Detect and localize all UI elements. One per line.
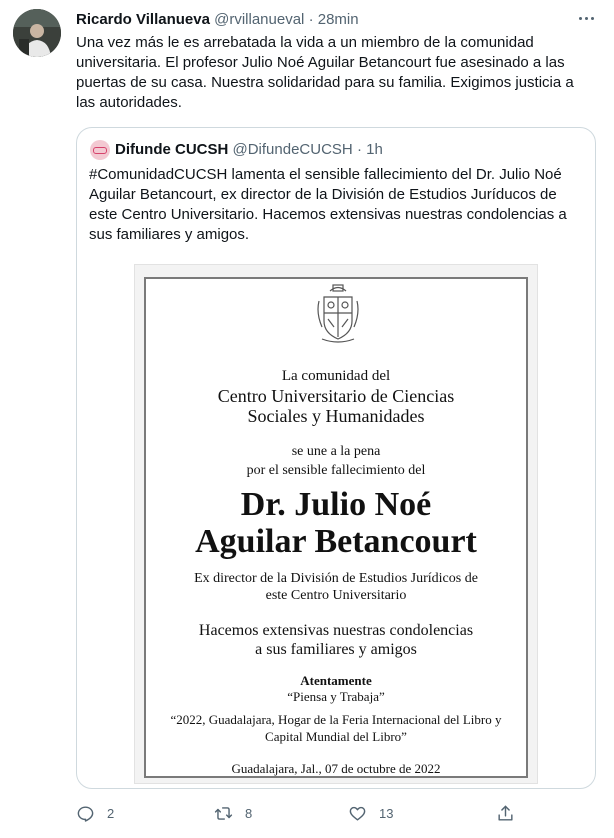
share-icon [496, 804, 515, 823]
more-options-icon[interactable] [574, 8, 598, 28]
author-name[interactable]: Ricardo Villanueva [76, 11, 210, 28]
share-button[interactable] [496, 800, 515, 826]
deceased-name: Aguilar Betancourt [195, 523, 477, 560]
tweet-text: Una vez más le es arrebatada la vida a un miembro de la comunidad universitaria. El profesor Julio Noé Aguilar Betancourt fue asesinado a las puertas de su casa. Nuestra solidaridad para su familia. Exigimos justicia a las autoridades. [76, 34, 574, 111]
quoted-author-handle: @DifundeCUCSH [232, 141, 353, 158]
quoted-tweet-text: #ComunidadCUCSH lamenta el sensible fallecimiento del Dr. Julio Noé Aguilar Betancourt, ex director de la División de Estudios Juríducos de este Centro Universitario. Hacemos extensivas nuestras condolencias a sus familiares y amigos. [89, 166, 567, 243]
university-crest-icon [316, 283, 360, 345]
notice-line: a sus familiares y amigos [255, 641, 417, 658]
notice-line: Ex director de la División de Estudios Jurídicos de [194, 571, 478, 586]
quoted-author-avatar[interactable] [90, 140, 110, 160]
retweet-count: 8 [245, 805, 253, 821]
reply-button[interactable] [76, 800, 114, 826]
notice-line: “Piensa y Trabaja” [287, 689, 385, 704]
like-count: 13 [379, 805, 394, 821]
notice-line: se une a la pena [291, 444, 381, 459]
notice-line: este Centro Universitario [265, 588, 407, 603]
condolence-notice [144, 277, 528, 778]
notice-line: Atentamente [300, 673, 372, 688]
avatar-photo [13, 9, 61, 57]
notice-line: por el sensible fallecimiento del [246, 463, 426, 478]
quoted-tweet-header [115, 140, 383, 160]
notice-date: Guadalajara, Jal., 07 de octubre de 2022 [231, 761, 441, 776]
separator-dot: · [356, 141, 367, 158]
separator-dot: · [308, 11, 318, 28]
notice-line: La comunidad del [281, 368, 391, 384]
deceased-name: Dr. Julio Noé [240, 486, 432, 523]
tweet-actions [76, 800, 596, 826]
notice-line: Sociales y Humanidades [247, 406, 425, 426]
retweet-icon [214, 804, 233, 823]
author-handle[interactable]: @rvillanueval [214, 11, 305, 28]
notice-line: Capital Mundial del Libro” [265, 729, 407, 744]
reply-icon [76, 804, 95, 823]
author-avatar[interactable] [13, 9, 61, 57]
notice-line: Centro Universitario de Ciencias [217, 386, 455, 406]
heart-icon [348, 804, 367, 823]
retweet-button[interactable] [214, 800, 252, 826]
quoted-author-name: Difunde CUCSH [115, 141, 229, 158]
tweet-header [76, 10, 359, 30]
quoted-tweet-image[interactable] [134, 264, 538, 784]
quoted-tweet[interactable] [76, 127, 596, 789]
notice-line: “2022, Guadalajara, Hogar de la Feria Internacional del Libro y [170, 712, 502, 727]
reply-count: 2 [107, 805, 115, 821]
tweet-time[interactable]: 28min [317, 11, 359, 28]
like-button[interactable] [348, 800, 393, 826]
quoted-tweet-time: 1h [366, 141, 383, 158]
notice-line: Hacemos extensivas nuestras condolencias [198, 622, 474, 639]
